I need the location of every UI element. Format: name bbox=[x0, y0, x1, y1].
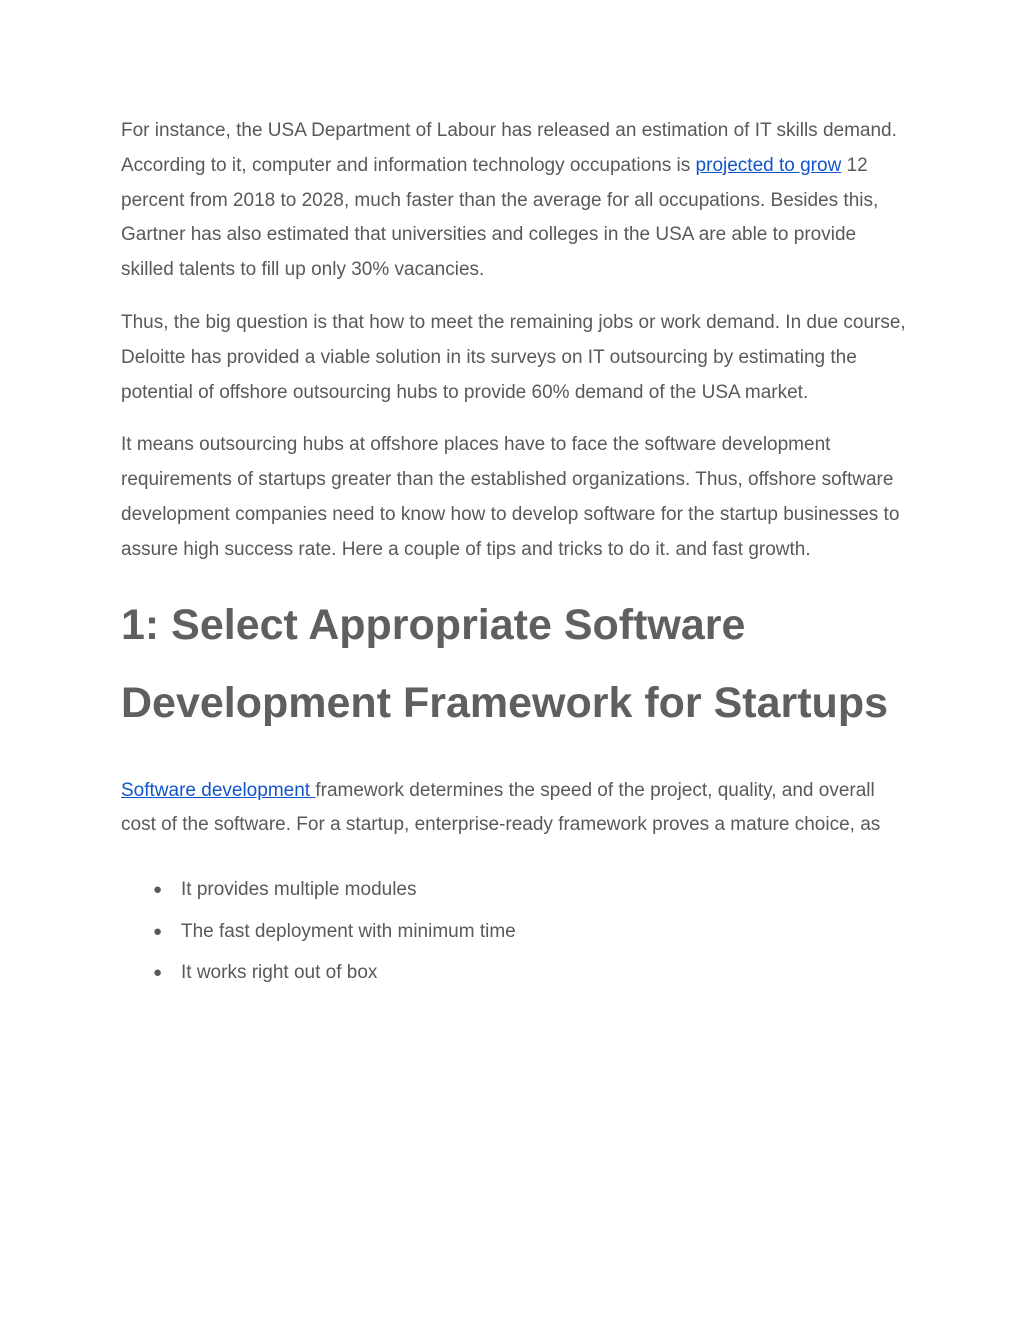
bullet-icon: ● bbox=[153, 881, 163, 899]
paragraph-labour-estimation bbox=[121, 114, 911, 288]
list-item-text: The fast deployment with minimum time bbox=[181, 920, 516, 942]
list-item-text: It works right out of box bbox=[181, 962, 378, 984]
paragraph-text: framework determines the speed of the project, quality, and overall cost of the software. For a startup, enterprise-ready framework proves a mature choice, as bbox=[121, 779, 881, 836]
list-item bbox=[153, 911, 911, 953]
paragraph-text: For instance, the USA Department of Labour has released an estimation of IT skills demand. According to it, computer and information technology occupations is bbox=[121, 120, 897, 176]
projected-to-grow-link[interactable]: projected to grow bbox=[695, 154, 842, 176]
paragraph-remaining-demand: Thus, the big question is that how to meet the remaining jobs or work demand. In due course, Deloitte has provided a viable solution in its surveys on IT outsourcing by estimating the potential of offshore outsourcing hubs to provide 60% demand of the USA market. bbox=[121, 311, 906, 403]
software-development-link[interactable]: Software development bbox=[121, 779, 316, 801]
list-item bbox=[153, 952, 911, 994]
bullet-icon: ● bbox=[153, 964, 163, 982]
list-item bbox=[153, 869, 911, 911]
section-heading: 1: Select Appropriate Software Development Framework for Startups bbox=[121, 600, 889, 727]
list-item-text: It provides multiple modules bbox=[181, 879, 417, 901]
paragraph-text: 12 percent from 2018 to 2028, much faster than the average for all occupations. Besides this, Gartner has also estimated that universities and colleges in the USA are able to provide skilled talents to fill up only 30% vacancies. bbox=[121, 154, 879, 281]
bullet-list bbox=[121, 869, 911, 994]
paragraph-offshore-hubs: It means outsourcing hubs at offshore places have to face the software development requirements of startups greater than the established organizations. Thus, offshore software development companies need to know how to develop software for the startup businesses to assure high success rate. Here a couple of tips and tricks to do it. and fast growth. bbox=[121, 434, 900, 560]
paragraph-framework bbox=[121, 774, 911, 844]
document-page bbox=[121, 114, 911, 994]
bullet-icon: ● bbox=[153, 922, 163, 940]
